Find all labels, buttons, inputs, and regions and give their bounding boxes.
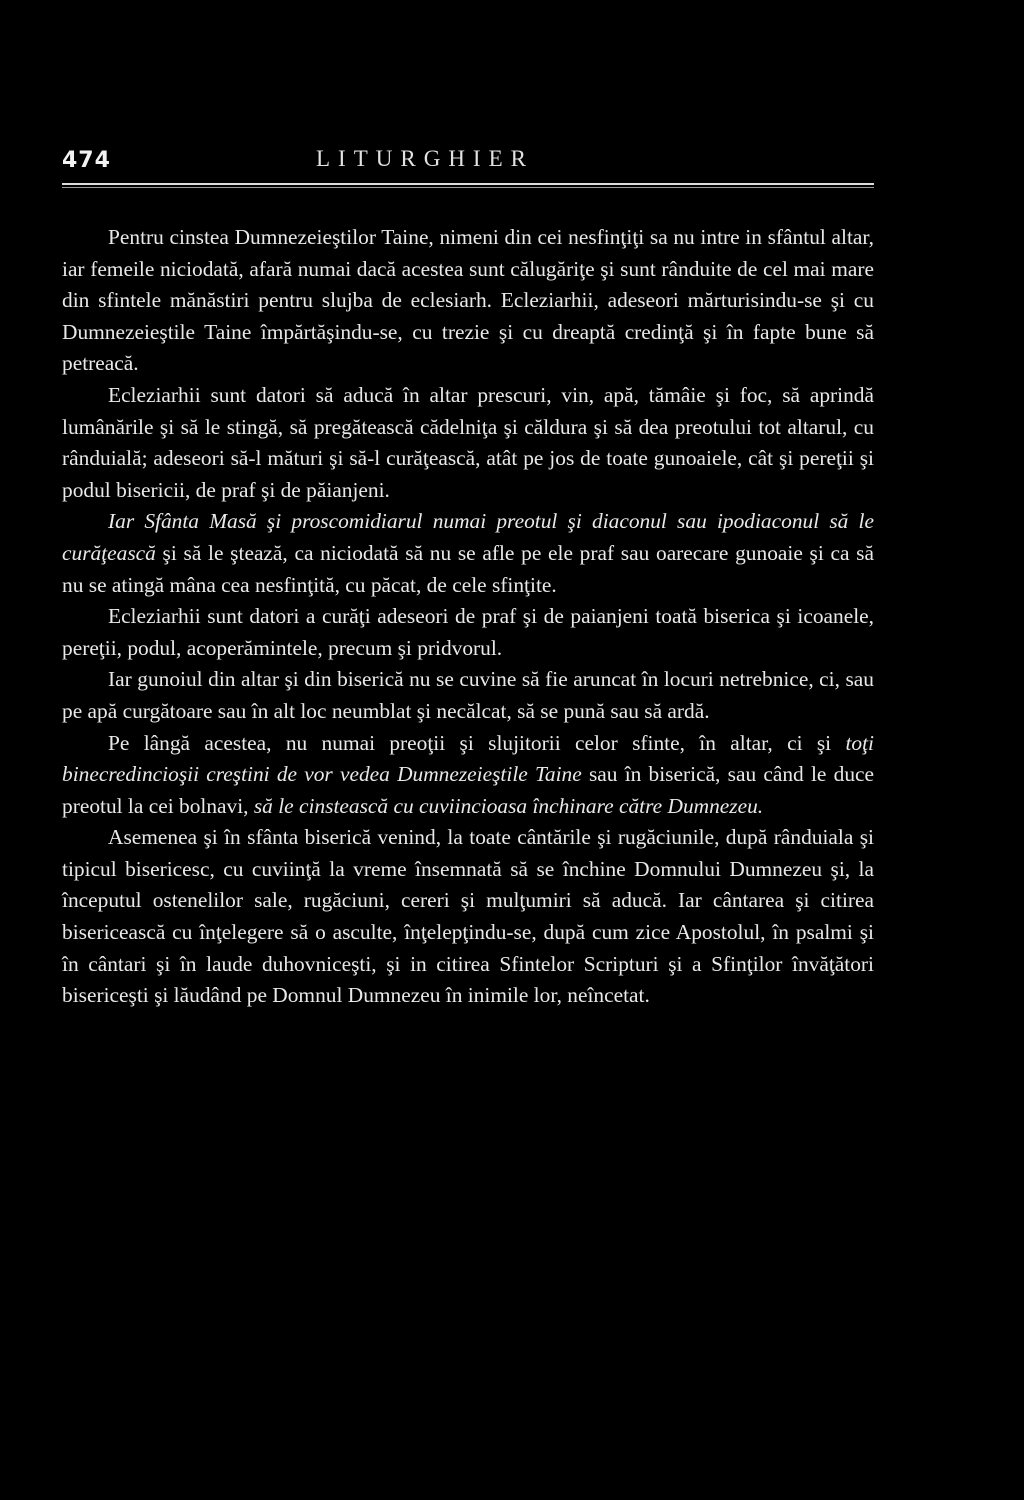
paragraph-3-rest: şi să le ştează, ca niciodată să nu se afle pe ele praf sau oarecare gunoaie şi ca să nu se atingă mâna cea nesfinţită, cu păcat, de cele sfinţite. (62, 540, 874, 597)
paragraph-6-italic-2: să le cinstească cu cuviincioasa închinare către Dumnezeu. (253, 793, 764, 818)
header-rule (62, 183, 874, 187)
paragraph-3 (62, 506, 874, 601)
paragraph-6-italic-1: toţi binecredincioşii creştini de vor vedea Dumnezeieştile Taine (62, 730, 874, 787)
paragraph-7: Asemenea şi în sfânta biserică venind, la toate cântările şi rugăciunile, după rânduiala şi tipicul bisericesc, cu cuviinţă la vreme însemnată să se închine Domnului Dumnezeu şi, la începutul ostenelilor sale, rugăciuni, cereri şi mulţumiri să aducă. Iar cântarea şi citirea bisericească cu înţelegere să o asculte, înţelepţindu-se, după cum zice Apostolul, în psalmi şi în cântari şi în laude duhovniceşti, şi in citirea Sfintelor Scripturi şi a Sfinţilor învăţători bisericeşti şi lăudând pe Domnul Dumnezeu în inimile lor, neîncetat. (62, 825, 874, 1008)
paragraph-3-italic: Iar Sfânta Masă şi proscomidiarul numai preotul şi diaconul sau ipodiaconul să le curăţească (62, 509, 874, 565)
paragraph-5: Iar gunoiul din altar şi din biserică nu se cuvine să fie aruncat în locuri netrebnice, ci, sau pe apă curgătoare sau în alt loc neumblat şi necălcat, să se pună sau să ardă. (62, 667, 874, 723)
body-text (62, 222, 874, 1012)
book-page (62, 144, 874, 1008)
paragraph-6 (62, 728, 874, 823)
running-title: LITURGHIER (316, 146, 534, 171)
page-number: 474 (62, 148, 111, 173)
paragraph-6-middle: sau în biserică, sau când le duce preotul la cei bolnavi, (62, 762, 874, 818)
header-rule-thin (62, 187, 874, 188)
paragraph-1: Pentru cinstea Dumnezeieştilor Taine, nimeni din cei nesfinţiţi sa nu intre in sfântul altar, iar femeile niciodată, afară numai dacă acestea sunt călugăriţe şi sunt rânduite de cel mai mare din sfintele mănăstiri pentru slujba de eclesiarh. Ecleziarhii, adeseori mărturisindu-se şi cu Dumnezeieştile Taine împărtăşindu-se, cu trezie şi cu dreaptă credinţă şi în fapte bune să petreacă. (62, 225, 874, 376)
page-header (62, 144, 874, 186)
header-rule-thick (62, 183, 874, 185)
paragraph-2: Ecleziarhii sunt datori să aducă în altar prescuri, vin, apă, tămâie şi foc, să aprindă lumânările şi să le stingă, să pregătească cădelniţa şi căldura şi să dea preotului tot altarul, cu rânduială; adeseori să-l mături şi să-l curăţească, atât pe jos de toate gunoaiele, cât şi pereţii şi podul bisericii, de praf şi de păianjeni. (62, 382, 874, 502)
paragraph-6-lead: Pe lângă acestea, nu numai preoţii şi slujitorii celor sfinte, în altar, ci şi (108, 730, 846, 755)
paragraph-4: Ecleziarhii sunt datori a curăţi adeseori de praf şi de paianjeni toată biserica şi icoanele, pereţii, podul, acoperămintele, precum şi pridvorul. (62, 604, 874, 660)
